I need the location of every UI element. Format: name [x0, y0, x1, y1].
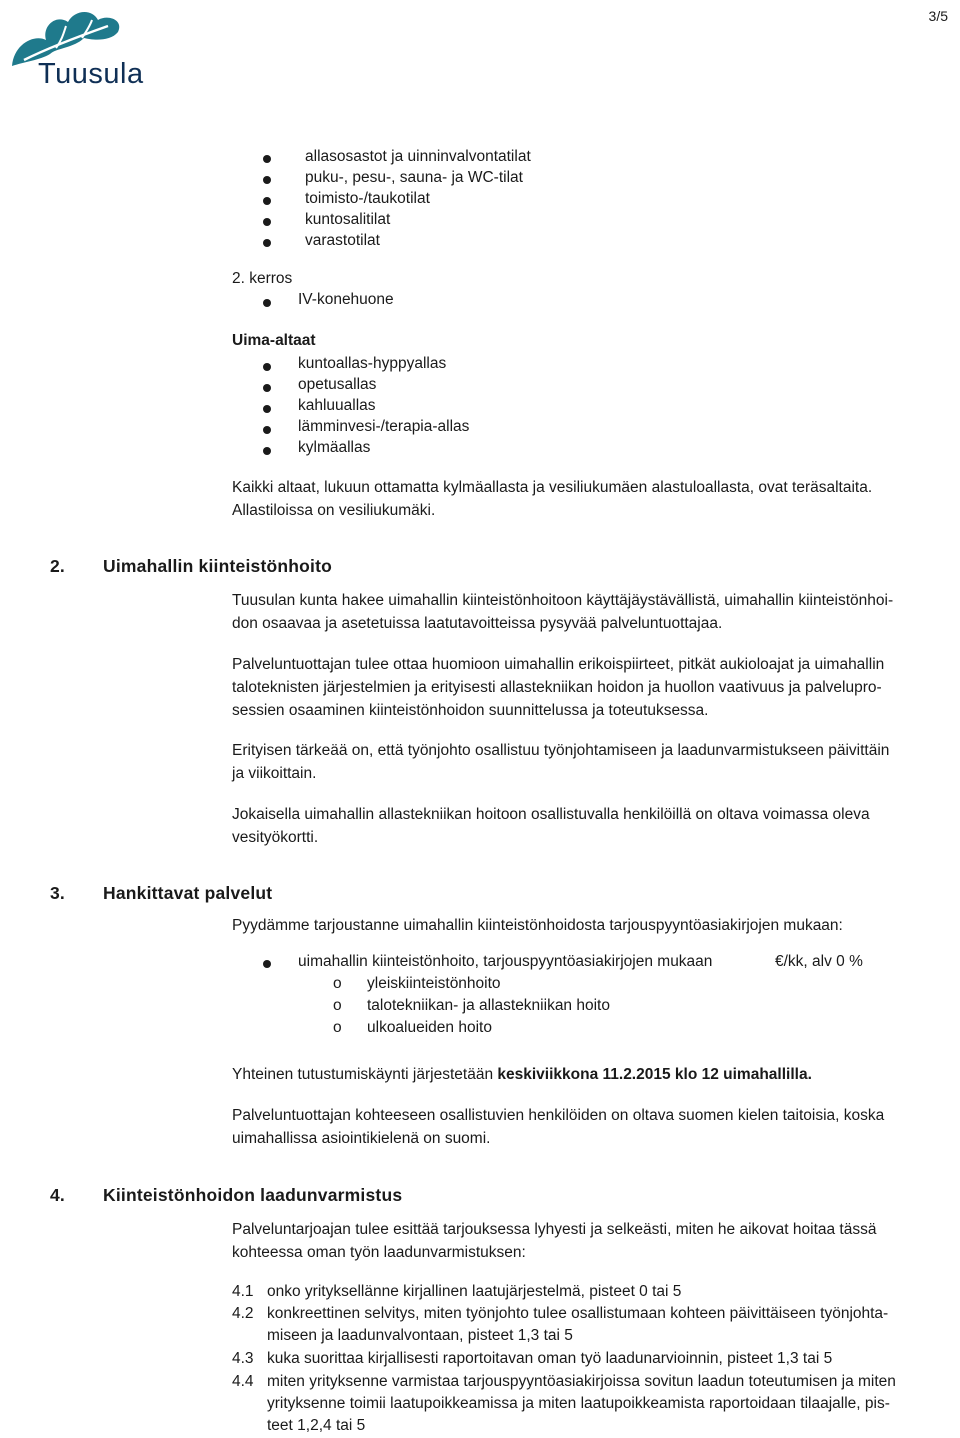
paragraph — [232, 589, 932, 635]
list-item: kuntoallas-hyppyallas — [298, 355, 447, 372]
bullet-icon — [263, 197, 271, 205]
list-item: allasosastot ja uinninvalvontatilat — [305, 148, 531, 165]
bullet-icon — [263, 176, 271, 184]
list-item: toimisto-/taukotilat — [305, 190, 430, 207]
logo-text: Tuusula — [38, 58, 144, 90]
section-title: Uimahallin kiinteistönhoito — [103, 556, 333, 576]
item-text: onko yrityksellänne kirjallinen laatujärjestelmä, pisteet 0 tai 5 — [267, 1283, 682, 1300]
text-line: taloteknisten järjestelmien ja erityisesti allastekniikan hoidon ja huollon vaativuus ja palvelupro- — [232, 679, 882, 696]
paragraph — [232, 1104, 932, 1150]
bullet-icon — [263, 426, 271, 434]
list-item: kahluuallas — [298, 397, 376, 414]
bullet-icon — [263, 239, 271, 247]
sub-bullet-marker: o — [333, 997, 342, 1014]
paragraph — [232, 1218, 932, 1264]
bullet-icon — [263, 405, 271, 413]
bullet-icon — [263, 447, 271, 455]
item-text: yrityksenne toimii laatupoikkeamissa ja miten laatupoikkeamista raportoidaan tilaajalle, pis- — [267, 1395, 890, 1412]
list-item: opetusallas — [298, 376, 377, 393]
item-number: 4.3 — [232, 1350, 254, 1367]
sub-bullet-marker: o — [333, 975, 342, 992]
list-item: IV-konehuone — [298, 291, 394, 308]
bullet-icon — [263, 960, 271, 968]
item-text: kuka suorittaa kirjallisesti raportoitavan oman työ laadunarvioinnin, pisteet 1,3 tai 5 — [267, 1350, 833, 1367]
sub-item: talotekniikan- ja allastekniikan hoito — [367, 997, 610, 1014]
numbered-item — [232, 1350, 832, 1368]
bullet-icon — [263, 363, 271, 371]
item-text: miseen ja laadunvalvontaan, pisteet 1,3 tai 5 — [267, 1327, 573, 1344]
sub-item: yleiskiinteistönhoito — [367, 975, 501, 992]
text-line: Jokaisella uimahallin allastekniikan hoitoon osallistuvalla henkilöillä on oltava voimassa oleva — [232, 806, 870, 823]
section-number: 4. — [50, 1185, 65, 1205]
item-text: miten yrityksenne varmistaa tarjouspyyntöasiakirjoissa sovitun laadun toteutumisen ja miten — [267, 1373, 896, 1390]
tuusula-logo — [4, 4, 154, 94]
paragraph — [232, 653, 932, 722]
section-title: Hankittavat palvelut — [103, 883, 273, 903]
section-title: Kiinteistönhoidon laadunvarmistus — [103, 1185, 403, 1205]
numbered-item — [232, 1283, 681, 1301]
text-line: kohteessa oman työn laadunvarmistuksen: — [232, 1244, 526, 1261]
text-line: Tuusulan kunta hakee uimahallin kiinteistönhoitoon käyttäjäystävällistä, uimahallin kiinteistönhoi- — [232, 592, 894, 609]
section-intro: Pyydämme tarjoustanne uimahallin kiinteistönhoidosta tarjouspyyntöasiakirjojen mukaan: — [232, 917, 843, 934]
item-number: 4.1 — [232, 1283, 254, 1300]
page-number: 3/5 — [928, 8, 948, 24]
sub-item: ulkoalueiden hoito — [367, 1019, 492, 1036]
text-line: Palveluntuottajan tulee ottaa huomioon uimahallin erikoispiirteet, pitkät aukioloajat ja uimahallin — [232, 656, 885, 673]
section-number: 3. — [50, 883, 65, 903]
item-number: 4.4 — [232, 1373, 254, 1390]
text-line: Allastiloissa on vesiliukumäki. — [232, 502, 436, 519]
visit-text: Yhteinen tutustumiskäynti järjestetään — [232, 1066, 498, 1083]
list-item: varastotilat — [305, 232, 380, 249]
text-line: Palveluntuottajan kohteeseen osallistuvien henkilöiden on oltava suomen kielen taitoisia, koska — [232, 1107, 885, 1124]
text-line: Erityisen tärkeää on, että työnjohto osallistuu työnjohtamiseen ja laadunvarmistukseen päivittäin — [232, 742, 890, 759]
list-item: kuntosalitilat — [305, 211, 391, 228]
visit-info — [232, 1066, 812, 1084]
section-number: 2. — [50, 556, 65, 576]
bullet-icon — [263, 155, 271, 163]
sub-bullet-marker: o — [333, 1019, 342, 1036]
bullet-icon — [263, 384, 271, 392]
pools-title: Uima-altaat — [232, 332, 316, 349]
list-item: kylmäallas — [298, 439, 371, 456]
paragraph — [232, 803, 932, 849]
text-line: don osaavaa ja asetetuissa laatutavoitteissa pysyvää palveluntuottajaa. — [232, 615, 723, 632]
item-number: 4.2 — [232, 1305, 254, 1322]
numbered-item — [232, 1305, 888, 1323]
bullet-icon — [263, 299, 271, 307]
item-text: konkreettinen selvitys, miten työnjohto tulee osallistumaan kohteen päivittäiseen työnjohta- — [267, 1305, 889, 1322]
numbered-item — [232, 1373, 896, 1391]
visit-date: keskiviikkona 11.2.2015 klo 12 uimahallilla. — [497, 1066, 812, 1083]
list-item: puku-, pesu-, sauna- ja WC-tilat — [305, 169, 523, 186]
pools-note — [232, 476, 932, 522]
item-text: teet 1,2,4 tai 5 — [267, 1417, 366, 1434]
text-line: sessien osaaminen kiinteistönhoidon suunnittelussa ja toteutuksessa. — [232, 702, 709, 719]
list-item: lämminvesi-/terapia-allas — [298, 418, 470, 435]
text-line: Palveluntarjoajan tulee esittää tarjouksessa lyhyesti ja selkeästi, miten he aikovat hoitaa tässä — [232, 1221, 877, 1238]
text-line: vesityökortti. — [232, 829, 319, 846]
text-line: ja viikoittain. — [232, 765, 317, 782]
price-unit: €/kk, alv 0 % — [775, 953, 863, 970]
floor-label: 2. kerros — [232, 270, 293, 287]
text-line: uimahallissa asiointikielenä on suomi. — [232, 1130, 491, 1147]
text-line: Kaikki altaat, lukuun ottamatta kylmäallasta ja vesiliukumäen alastuloallasta, ovat teräsaltaita. — [232, 479, 873, 496]
service-item: uimahallin kiinteistönhoito, tarjouspyyntöasiakirjojen mukaan — [298, 953, 713, 970]
bullet-icon — [263, 218, 271, 226]
paragraph — [232, 739, 932, 785]
